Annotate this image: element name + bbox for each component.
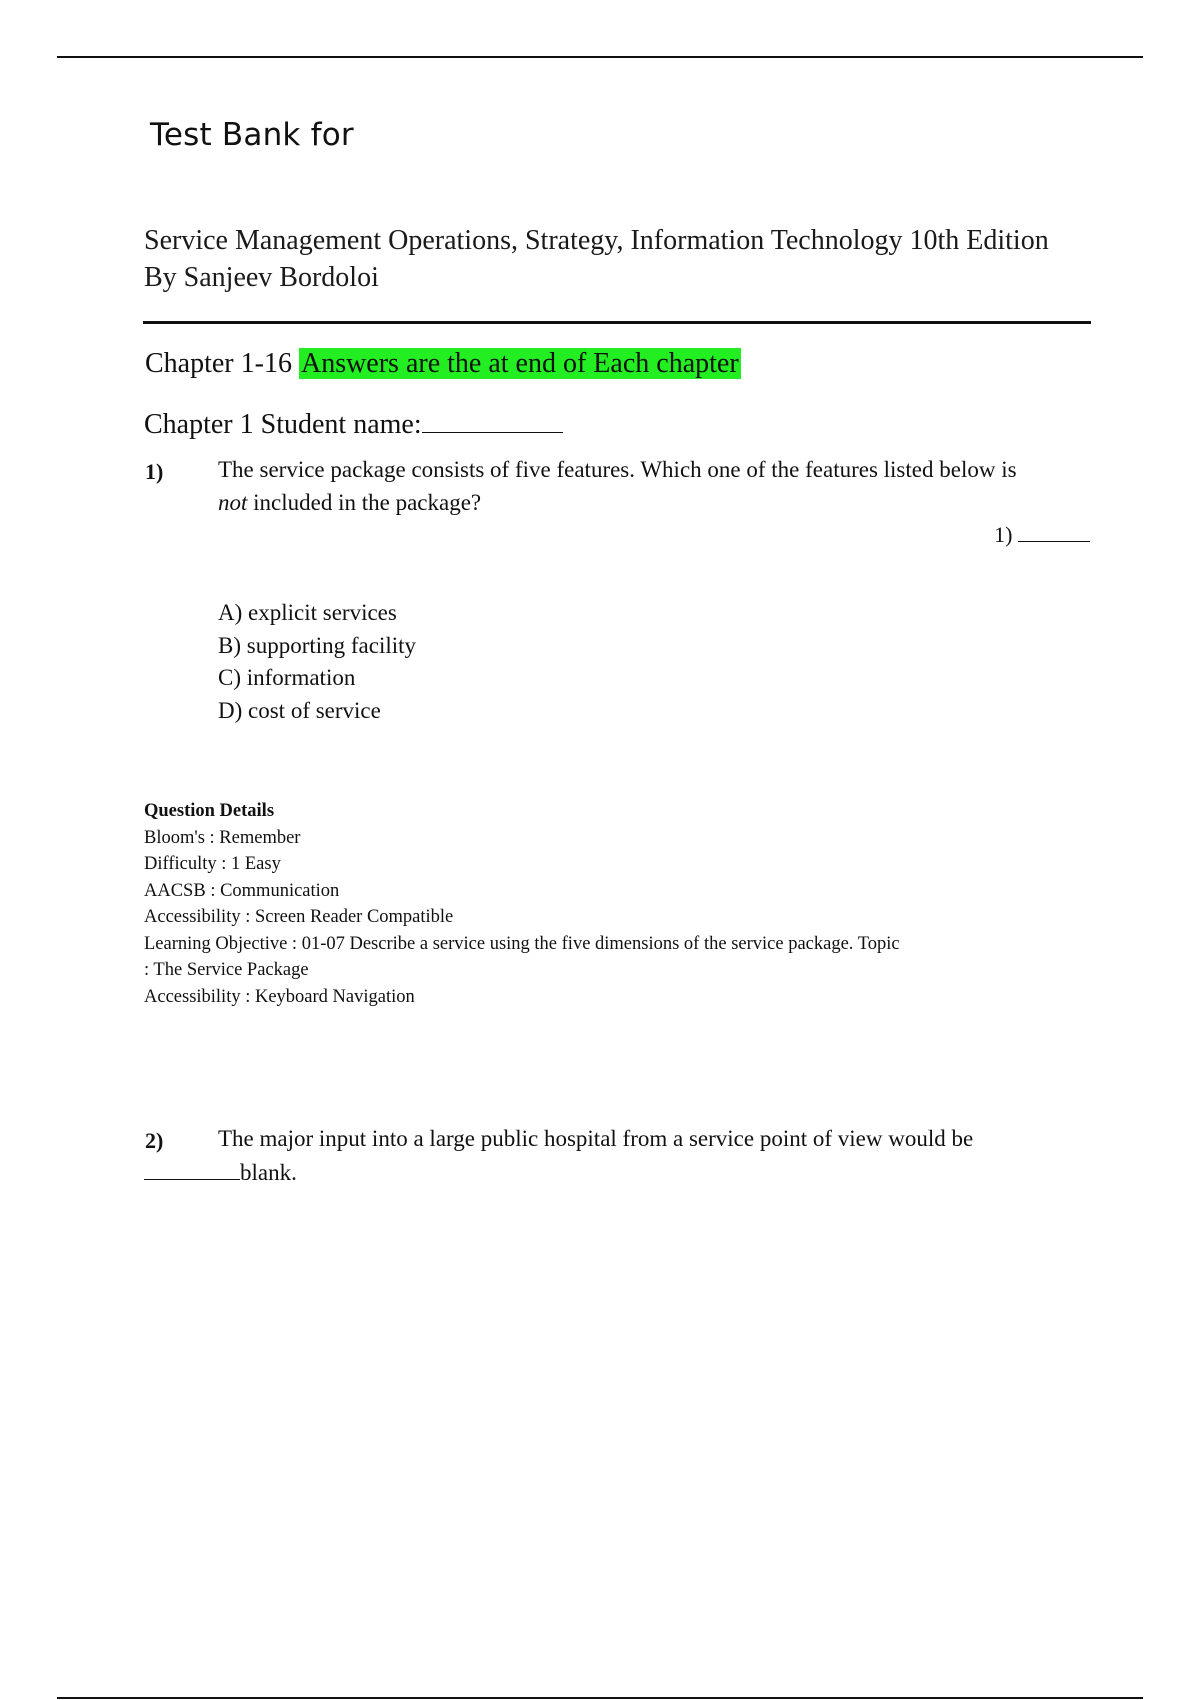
detail-accessibility-screen-reader: Accessibility : Screen Reader Compatible <box>144 907 454 927</box>
option-d[interactable]: D) cost of service <box>218 697 381 723</box>
question-1-text-part1: The service package consists of five features. Which one of the features listed below is <box>218 457 1017 482</box>
detail-aacsb: AACSB : Communication <box>144 880 340 901</box>
student-name-label: Chapter 1 Student name: <box>144 409 422 440</box>
book-title-line: Service Management Operations, Strategy, Information Technology 10th Edition <box>144 225 1049 256</box>
detail-difficulty: Difficulty : 1 Easy <box>144 854 281 874</box>
chapter-range-line <box>145 345 741 383</box>
answer-slot-label: 1) <box>994 522 1013 547</box>
question-1-details <box>144 798 1004 1010</box>
student-name-blank[interactable] <box>422 402 563 433</box>
title-divider <box>143 321 1091 324</box>
question-2-blank[interactable] <box>144 1155 240 1180</box>
question-2-suffix: blank. <box>240 1160 297 1185</box>
option-c[interactable]: C) information <box>218 665 356 690</box>
answers-note-highlight: Answers are the at end of Each chapter <box>300 348 739 379</box>
question-1-options <box>218 597 416 727</box>
test-bank-heading: Test Bank for <box>150 117 354 153</box>
details-title: Question Details <box>144 801 275 821</box>
bottom-page-rule <box>57 1697 1143 1699</box>
question-1-answer-slot <box>994 519 1090 550</box>
detail-accessibility-keyboard: Accessibility : Keyboard Navigation <box>144 986 415 1007</box>
student-name-line <box>144 402 563 444</box>
top-page-rule <box>57 56 1143 58</box>
question-2-text: The major input into a large public hospital from a service point of view would be <box>218 1126 974 1151</box>
answer-slot-blank[interactable] <box>1018 519 1090 542</box>
question-1-text <box>218 453 1098 519</box>
chapter-range: Chapter 1-16 <box>145 348 292 379</box>
question-1-emphasis: not <box>218 490 248 515</box>
option-a[interactable]: A) explicit services <box>218 600 397 625</box>
detail-blooms: Bloom's : Remember <box>144 827 301 848</box>
question-1-text-part2: included in the package? <box>247 490 482 515</box>
question-2-number: 2) <box>145 1128 164 1153</box>
question-1-number: 1) <box>145 459 164 484</box>
question-2-continuation <box>144 1155 297 1189</box>
book-author-line: By Sanjeev Bordoloi <box>144 262 379 293</box>
option-b[interactable]: B) supporting facility <box>218 632 417 658</box>
detail-topic: : The Service Package <box>144 960 309 980</box>
book-title <box>144 222 1104 296</box>
detail-learning-objective: Learning Objective : 01-07 Describe a service using the five dimensions of the service package. Topic <box>144 933 900 954</box>
